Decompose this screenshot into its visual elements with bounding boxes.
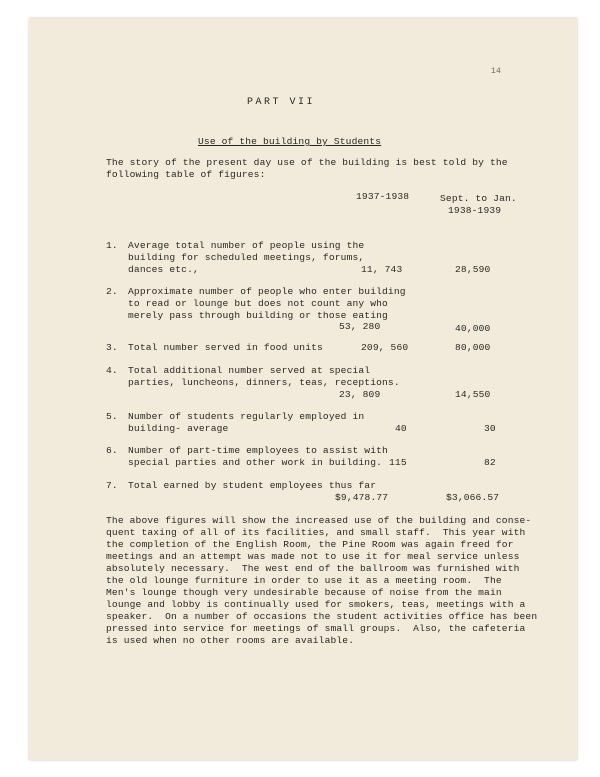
value-1938: $3,066.57 [446, 492, 500, 503]
item-text-line: Total number served in food units [128, 342, 323, 353]
item-text-line: Total additional number served at special [128, 365, 371, 376]
value-1938: 80,000 [455, 342, 491, 353]
item-text-line: to read or lounge but does not count any who [128, 298, 388, 309]
item-text-line: merely pass through building or those eating [128, 310, 388, 321]
item-number: 3. [106, 342, 118, 353]
value-1937: 40 [395, 423, 407, 434]
item-number: 6. [106, 445, 118, 456]
closing-line: absolutely necessary. The west end of the ballroom was furnished with [106, 563, 520, 574]
item-text-line: Number of students regularly employed in [128, 411, 365, 422]
part-heading: PART VII [247, 97, 316, 108]
value-1937: 23, 809 [339, 389, 381, 400]
closing-line: speaker. On a number of occasions the student activities office has been [106, 611, 538, 622]
item-text-line: dances etc., [128, 264, 199, 275]
value-1937: 11, 743 [361, 264, 403, 275]
value-1938: 28,590 [455, 264, 491, 275]
value-1938: 14,550 [455, 389, 491, 400]
column-header-1937: 1937-1938 [356, 191, 410, 202]
closing-line: the old lounge furniture in order to use it as a meeting room. The [106, 575, 502, 586]
item-text-line: special parties and other work in building. [128, 457, 383, 468]
closing-line: The above figures will show the increased use of the building and conse- [106, 515, 532, 526]
item-text-line: Number of part-time employees to assist with [128, 445, 388, 456]
value-1937: 209, 560 [361, 342, 409, 353]
page-number: 14 [491, 67, 501, 76]
item-text-line: Average total number of people using the [128, 240, 365, 251]
item-number: 2. [106, 286, 118, 297]
value-1937: 115 [389, 457, 407, 468]
closing-line: meetings and an attempt was made not to use it for meal service unless [106, 551, 520, 562]
item-text-line: building for scheduled meetings, forums, [128, 252, 365, 263]
value-1937: 53, 280 [339, 321, 381, 332]
item-number: 4. [106, 365, 118, 376]
item-number: 7. [106, 480, 118, 491]
closing-line: lounge and lobby is continually used for smokers, teas, meetings with a [106, 599, 526, 610]
item-text-line: parties, luncheons, dinners, teas, receptions. [128, 377, 400, 388]
item-number: 5. [106, 411, 118, 422]
value-1938: 30 [484, 423, 496, 434]
closing-line: pressed into service for meetings of small groups. Also, the cafeteria [106, 623, 526, 634]
closing-line: Men's lounge though very undesirable because of noise from the main [106, 587, 502, 598]
item-number: 1. [106, 240, 118, 251]
value-1937: $9,478.77 [335, 492, 389, 503]
value-1938: 40,000 [455, 323, 491, 334]
closing-line: the completion of the English Room, the Pine Room was again freed for [106, 539, 514, 550]
value-1938: 82 [484, 457, 496, 468]
column-header-sept-jan: Sept. to Jan. [440, 193, 517, 204]
item-text-line: Approximate number of people who enter building [128, 286, 406, 297]
item-text-line: building- average [128, 423, 229, 434]
closing-line: is used when no other rooms are available. [106, 635, 355, 646]
item-text-line: Total earned by student employees thus far [128, 480, 377, 491]
closing-line: quent taxing of all of its facilities, and small staff. This year with [106, 527, 526, 538]
intro-line-2: following table of figures: [106, 169, 266, 180]
section-title: Use of the building by Students [198, 136, 382, 147]
document-page [29, 18, 577, 760]
column-header-1938: 1938-1939 [448, 205, 502, 216]
intro-line-1: The story of the present day use of the building is best told by the [106, 157, 508, 168]
